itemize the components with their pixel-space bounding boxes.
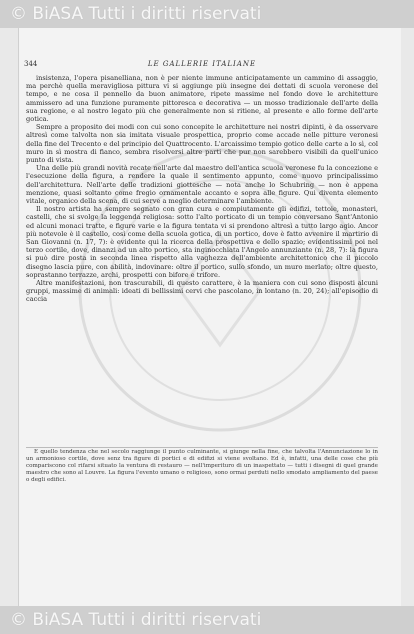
body-text xyxy=(26,74,378,444)
paragraph: insistenza, l'opera pisanelliana, non è per niente immune anticipatamente un cammino di assaggio, ma perchè quella meravigliosa pittura vi si aggiunge più insegne dei dettati di scuola veronese del tempo, e ne cosa il pennello da buon animatore, ripete massime nel fondo dove le architetture ammissero ad una funzione puramente pittoresca e decorativa — un mosso tradizionale dell'arte della sua regione, e al nostro legato più che generalmente non si ritiene, al presente e allo forme dell'arte gotica. xyxy=(26,74,378,124)
paragraph: Una delle più grandi novità recate nell'arte dal maestro dell'antica scuola veronese fu la concezione e l'esecuzione della figura, a rendere la quale il sentimento appunto, come nuovo principalissimo dell'architettura. Nell'arte delle tradizioni giottesche — nota anche lo Schubring — non è appena menzione, quasi soltanto come fregio ornamentale accanto e sopra alle figure. Qui diventa elemento vitale, organico della scena, di cui serve a meglio determinare l'ambiente. xyxy=(26,164,378,206)
footnotes xyxy=(26,449,378,485)
running-head xyxy=(24,60,380,72)
footnote-divider xyxy=(26,447,378,448)
paragraph: Altre manifestazioni, non trascurabili, di questo carattere, è la maniera con cui sono disposti alcuni gruppi, massime di animali: ideati di bellissimi cervi che pascolano, in lontano (n. 20, 24); all'episodio di caccia xyxy=(26,279,378,304)
watermark-banner-top: © BiASA Tutti i diritti riservati xyxy=(0,0,414,28)
page-number: 344 xyxy=(24,60,38,68)
footnote: È quello tendenza che nel secolo raggiunge il punto culminante, si giunge nella fine, che talvolta l'Annunciazione lo in un armonioso cortile, dove senz tra figure di portici e di edifizi si viene svoltano. Ed è, infatti, una delle cose che più compariscono col rifarsi situato la ventura di restauro — nell'imperituro di un inaspettato — tutti i disegni di quel grande maestro che sono al Louvre. La figura l'evento umano o religioso, sono ormai perduti nello smodato ampliamento del paese o degli edifici. xyxy=(26,449,378,483)
paragraph: Il nostro artista ha sempre segnato con gran cura e compiutamente gli edifizi, tettoie, monasteri, castelli, che si svolge la leggenda religiosa: sotto l'alto porticato di un tempio conversano Sant'Antonio ed alcuni monaci tratte, e figure varie e la figura tentata vi si prendono altresì a tutto largo agio. Ancor più notevole è il castello, così come della scuola gotica, di un portico, dove è fatto avvenire il martirio di San Giovanni (n. 17, 7): è evidente qui la ricerca della prospettiva e dello spazio; evidentissimi poi nel terzo cortile, dove, dinanzi ad un alto portico, sta inginocchiata l'Angelo annunziante (n. 28, 7): la figura si può dire posta in seconda linea rispetto alla vaghezza dell'ambiente architettonico che il piccolo disegno lascia pure, con abilità, indovinare: oltre il portico, sullo sfondo, un muro merlato; oltre questo, soprastanno terrazze, archi, prospetti con bifore e trifore. xyxy=(26,205,378,279)
watermark-banner-bottom: © BiASA Tutti i diritti riservati xyxy=(0,606,414,634)
paragraph: Sempre a proposito dei modi con cui sono concepite le architetture nei nostri dipinti, è da osservare altresì come talvolta non sia imitata visuale prospettica, proprio come accade nelle pitture veronesi della fine del Trecento e del principio del Quattrocento. L'arcaissimo tempio gotico delle carte a lo sì, col muro in sì mostra di fianco, sembra risolversi altre parti che pur non sarebbero visibili da quell'unico punto di vista. xyxy=(26,123,378,165)
running-title: LE GALLERIE ITALIANE xyxy=(147,60,257,68)
